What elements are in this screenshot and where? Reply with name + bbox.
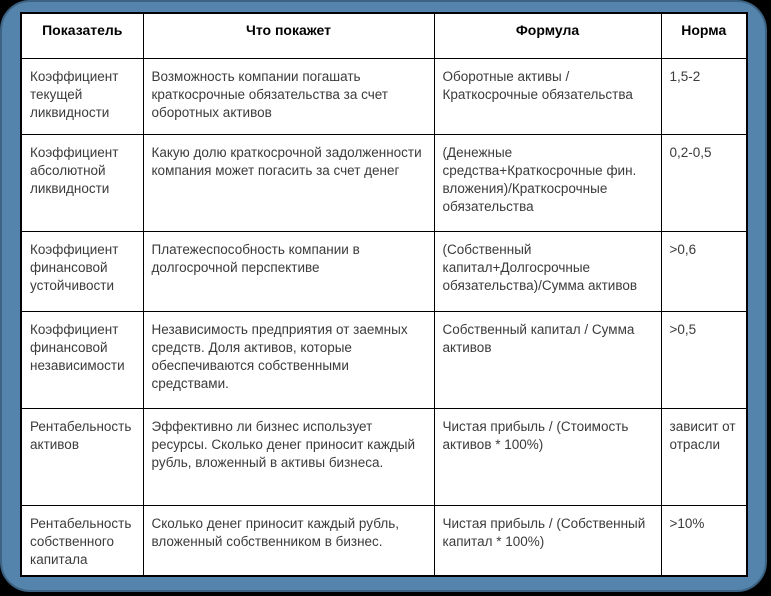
cell-formula: (Денежные средства+Краткосрочные фин. вложения)/Краткосрочные обязательства [434, 134, 661, 231]
table-row [21, 231, 747, 311]
cell-norm: >0,5 [661, 311, 747, 408]
cell-description: Сколько денег приносит каждый рубль, вложенный собственником в бизнес. [143, 505, 434, 576]
cell-norm: >0,6 [661, 231, 747, 311]
cell-norm: зависит от отрасли [661, 408, 747, 505]
cell-norm: 0,2-0,5 [661, 134, 747, 231]
cell-indicator: Рентабельность активов [21, 408, 143, 505]
table-row [21, 408, 747, 505]
header-description: Что покажет [143, 13, 434, 58]
cell-indicator: Рентабельность собственного капитала [21, 505, 143, 576]
cell-indicator: Коэффициент абсолютной ликвидности [21, 134, 143, 231]
table-row [21, 505, 747, 576]
table-row [21, 58, 747, 134]
cell-norm: >10% [661, 505, 747, 576]
cell-description: Возможность компании погашать краткосрочные обязательства за счет оборотных активов [143, 58, 434, 134]
table-row [21, 311, 747, 408]
cell-indicator: Коэффициент финансовой устойчивости [21, 231, 143, 311]
cell-indicator: Коэффициент финансовой независимости [21, 311, 143, 408]
cell-formula: Собственный капитал / Сумма активов [434, 311, 661, 408]
cell-description: Независимость предприятия от заемных средств. Доля активов, которые обеспечиваются собственными средствами. [143, 311, 434, 408]
table-row [21, 134, 747, 231]
cell-description: Платежеспособность компании в долгосрочной перспективе [143, 231, 434, 311]
header-formula: Формула [434, 13, 661, 58]
cell-formula: Чистая прибыль / (Собственный капитал * 100%) [434, 505, 661, 576]
cell-indicator: Коэффициент текущей ликвидности [21, 58, 143, 134]
cell-formula: Оборотные активы / Краткосрочные обязательства [434, 58, 661, 134]
financial-ratios-table [20, 12, 748, 577]
cell-formula: Чистая прибыль / (Стоимость активов * 100%) [434, 408, 661, 505]
table-header-row [21, 13, 747, 58]
cell-norm: 1,5-2 [661, 58, 747, 134]
header-indicator: Показатель [21, 13, 143, 58]
cell-description: Какую долю краткосрочной задолженности компания может погасить за счет денег [143, 134, 434, 231]
cell-formula: (Собственный капитал+Долгосрочные обязательства)/Сумма активов [434, 231, 661, 311]
header-norm: Норма [661, 13, 747, 58]
cell-description: Эффективно ли бизнес использует ресурсы. Сколько денег приносит каждый рубль, вложенный в активы бизнеса. [143, 408, 434, 505]
